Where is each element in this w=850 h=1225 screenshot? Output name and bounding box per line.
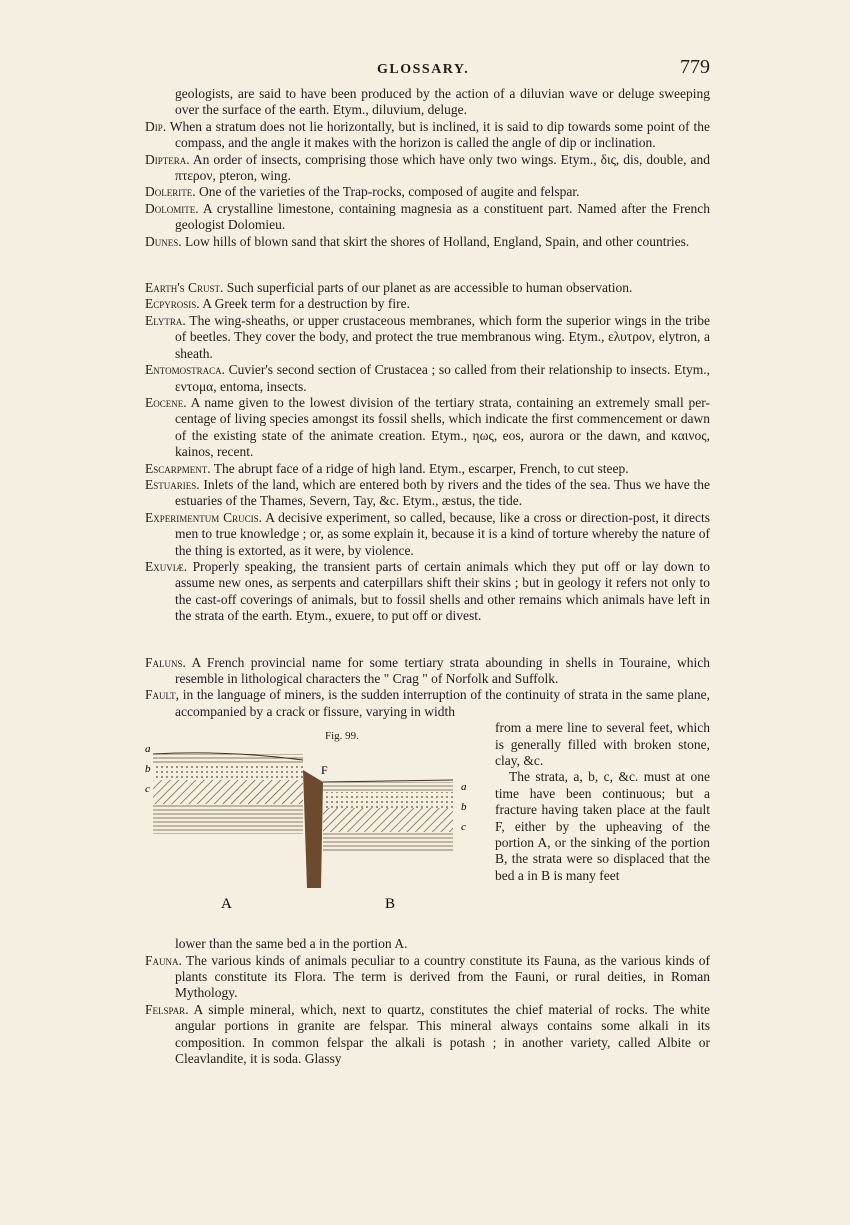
entry-text: A Greek term for a destruction by fire. [202,296,410,312]
label-block-b: B [385,896,396,913]
entry-text: A simple mineral, which, next to quartz, constitutes the chief material of rocks. The white angular portions in granite are felspar. This mineral always contains some alkali in its composition. In common felspar the alkali is potash ; in another variety, called Albite or Cleavlandite, it is soda. Glassy [175,1001,710,1067]
glossary-entry [145,119,710,152]
figure-side-text [495,720,710,884]
entry-term: Escarpment. [145,460,211,476]
glossary-entry [145,184,710,200]
entry-term: Elytra. [145,312,186,328]
entry-term: Fauna. [145,952,182,968]
side-text-1: from a mere line to several feet, which is generally filled with broken stone, clay, &c. [495,720,710,769]
glossary-entry [145,201,710,234]
entry-text: Such superficial parts of our planet as are accessible to human observation. [226,280,633,296]
glossary-entry [145,362,710,395]
glossary-entry [145,395,710,461]
entry-text: Inlets of the land, which are entered both by rivers and the tides of the sea. Thus we have the estuaries of the Thames, Severn, Tay, &c. Etym., æstus, the tide. [175,476,710,509]
glossary-body [145,86,710,1067]
entry-term: Exuviæ. [145,558,188,574]
page-number: 779 [680,56,710,78]
entry-term: Dolomite. [145,200,199,216]
label-c-right: c [461,821,466,834]
entry-text: The wing-sheaths, or upper crustaceous membranes, which form the superior wings in the tribe of beetles. They cover the body, and protect the true membranous wing. Etym., ελυτρον, elytron, a sheath. [175,312,711,361]
glossary-entry [145,280,710,296]
entry-text: When a stratum does not lie horizontally, but is inclined, it is said to dip towards some point of the compass, and the angle it makes with the horizon is called the angle of dip or inclination. [169,118,710,151]
entry-term: Faluns. [145,654,186,670]
section-gap [145,250,710,280]
running-head [145,56,710,82]
bed-b-left [153,764,303,780]
entry-term: Experimentum Crucis. [145,509,263,525]
bed-b-right [323,792,453,808]
glossary-entry [145,313,710,362]
label-b: b [145,763,151,776]
label-a-right: a [461,781,467,794]
bed-lower-right [323,832,453,852]
entry-text: Cuvier's second section of Crustacea ; so called from their relationship to insects. Etym., εντομα, entoma, insects. [175,362,710,394]
glossary-entry [145,234,710,250]
bed-a-right [323,782,453,792]
entry-term: Eocene. [145,394,187,410]
entries-d [145,119,710,250]
entry-text: in the language of miners, is the sudden interruption of the continuity of strata in the same plane, accompanied by a crack or fissure, varying in width [175,687,710,719]
entry-text: Low hills of blown sand that skirt the shores of Holland, England, Spain, and other countries. [185,233,690,249]
entry-text: A French provincial name for some tertiary strata abounding in shells in Touraine, which resemble in lithological characters the " Crag " of Norfolk and Suffolk. [175,654,710,686]
entries-e [145,280,710,625]
label-block-a: A [221,896,232,913]
glossary-entry [145,510,710,559]
continuation-text: geologists, are said to have been produced by the action of a diluvian wave or deluge sweeping over the surface of the earth. Etym., diluvium, deluge. [175,86,710,118]
bed-c-right [323,808,453,832]
entry-term: Dolerite. [145,184,196,200]
entry-term: Dunes. [145,233,182,249]
glossary-entry [145,461,710,477]
glossary-entry [145,687,710,720]
figure-caption: Fig. 99. [325,730,359,743]
fault-fissure [303,770,323,888]
entry-text: The various kinds of animals peculiar to a country constitute its Fauna, as the various kinds of plants constitute its Flora. The term is derived from the Fauni, or rural deities, in Roman Mythology. [175,952,710,1001]
entry-term: Felspar. [145,1001,189,1017]
entry-text: A crystalline limestone, containing magnesia as a constituent part. Named after the French geologist Dolomieu. [175,200,710,233]
glossary-entry [145,559,710,625]
entry-text: One of the varieties of the Trap-rocks, composed of augite and felspar. [199,184,580,200]
entry-term: Fault, [145,687,180,703]
fault-diagram [145,720,485,930]
glossary-entry [145,1002,710,1068]
label-b-right: b [461,801,467,814]
block-b [323,782,453,852]
glossary-entry [145,152,710,185]
glossary-entry [145,296,710,312]
entry-term: Diptera. [145,151,190,167]
bed-c-left [153,780,303,804]
entry-text: A decisive experiment, so called, because, like a cross or direction-post, it directs men to true knowledge ; or, as some explain it, because it is a kind of torture whereby the nature of the thing is extorted, as it were, by violence. [175,509,710,558]
entry-term: Ecpyrosis. [145,296,200,312]
glossary-entry [145,477,710,510]
entry-text: The abrupt face of a ridge of high land. Etym., escarper, French, to cut steep. [213,460,629,476]
entry-text: A name given to the lowest division of the tertiary strata, containing an extremely small per-centage of living species amongst its fossil shells, which indicate the first commencement or dawn of the existing state of the animate creation. Etym., ηως, eos, aurora or the dawn, and καινος, kainos, recent. [175,394,710,460]
label-fault: F [321,763,328,778]
bed-lower-left [153,804,303,834]
side-text-2: The strata, a, b, c, &c. must at one time have been continuous; but a fracture having taken place at the fault F, either by the upheaving of the portion A, or the sinking of the portion B, the strata were so displaced that the bed a in B is many feet [495,769,710,883]
fault-figure [145,720,485,930]
entry-term: Earth's Crust. [145,280,224,296]
label-a: a [145,743,151,756]
figure-block [145,720,710,936]
glossary-entry [145,655,710,688]
bed-a-left [153,754,303,764]
entry-term: Entomostraca. [145,362,225,378]
fault-continuation: lower than the same bed a in the portion A. [175,936,408,952]
block-a [153,754,303,834]
label-c: c [145,783,150,796]
section-gap [145,625,710,655]
entry-term: Dip. [145,118,167,134]
running-title: GLOSSARY. [377,62,470,77]
entry-term: Estuaries. [145,476,200,492]
glossary-entry [145,953,710,1002]
entry-text: An order of insects, comprising those which have only two wings. Etym., δις, dis, double, and πτερον, pteron, wing. [175,151,710,184]
entries-f [145,655,710,1068]
entry-text: Properly speaking, the transient parts of certain animals which they put off or lay down to assume new ones, as serpents and caterpillars shift their skins ; but in geology it refers not only to the cast-off coverings of animals, but to fossil shells and other remains which animals have left in the strata of the earth. Etym., exuere, to put off or divest. [175,558,710,624]
